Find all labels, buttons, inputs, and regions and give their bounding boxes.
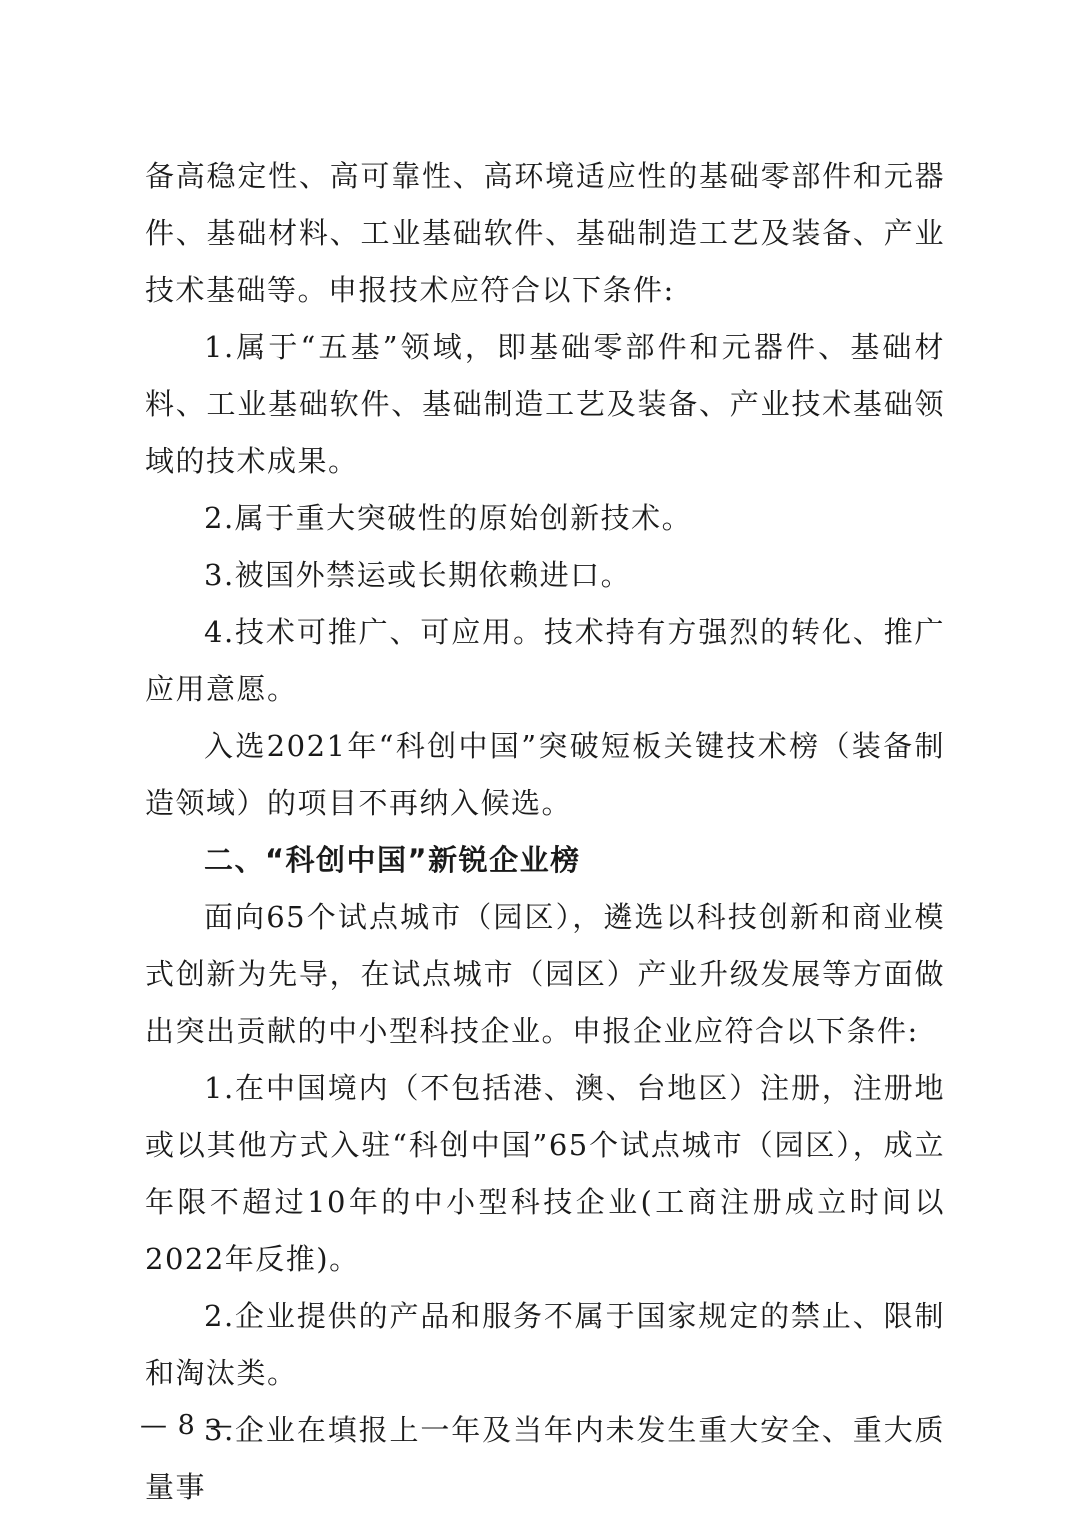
paragraph-exclusion-note: 入选2021年“科创中国”突破短板关键技术榜（装备制造领域）的项目不再纳入候选。 — [145, 729, 945, 820]
paragraph-condition-2: 2.属于重大突破性的原始创新技术。 — [204, 501, 693, 535]
section-heading: 二、“科创中国”新锐企业榜 — [204, 843, 581, 877]
page-number: — 8 — — [140, 1410, 234, 1441]
document-body — [145, 148, 945, 1516]
paragraph-condition-1: 1.属于“五基”领域，即基础零部件和元器件、基础材料、工业基础软件、基础制造工艺及装备、产业技术基础领域的技术成果。 — [145, 330, 945, 478]
paragraph-enterprise-condition-3: 3.企业在填报上一年及当年内未发生重大安全、重大质量事 — [145, 1413, 945, 1504]
paragraph-condition-3: 3.被国外禁运或长期依赖进口。 — [204, 558, 632, 592]
paragraph-enterprise-condition-2: 2.企业提供的产品和服务不属于国家规定的禁止、限制和淘汰类。 — [145, 1299, 945, 1390]
paragraph-intro-continuation: 备高稳定性、高可靠性、高环境适应性的基础零部件和元器件、基础材料、工业基础软件、基础制造工艺及装备、产业技术基础等。申报技术应符合以下条件: — [145, 159, 945, 307]
paragraph-condition-4: 4.技术可推广、可应用。技术持有方强烈的转化、推广应用意愿。 — [145, 615, 945, 706]
paragraph-section-intro: 面向65个试点城市（园区），遴选以科技创新和商业模式创新为先导，在试点城市（园区）产业升级发展等方面做出突出贡献的中小型科技企业。申报企业应符合以下条件: — [145, 900, 945, 1048]
paragraph-enterprise-condition-1: 1.在中国境内（不包括港、澳、台地区）注册，注册地或以其他方式入驻“科创中国”65个试点城市（园区），成立年限不超过10年的中小型科技企业(工商注册成立时间以2022年反推)。 — [145, 1071, 945, 1276]
